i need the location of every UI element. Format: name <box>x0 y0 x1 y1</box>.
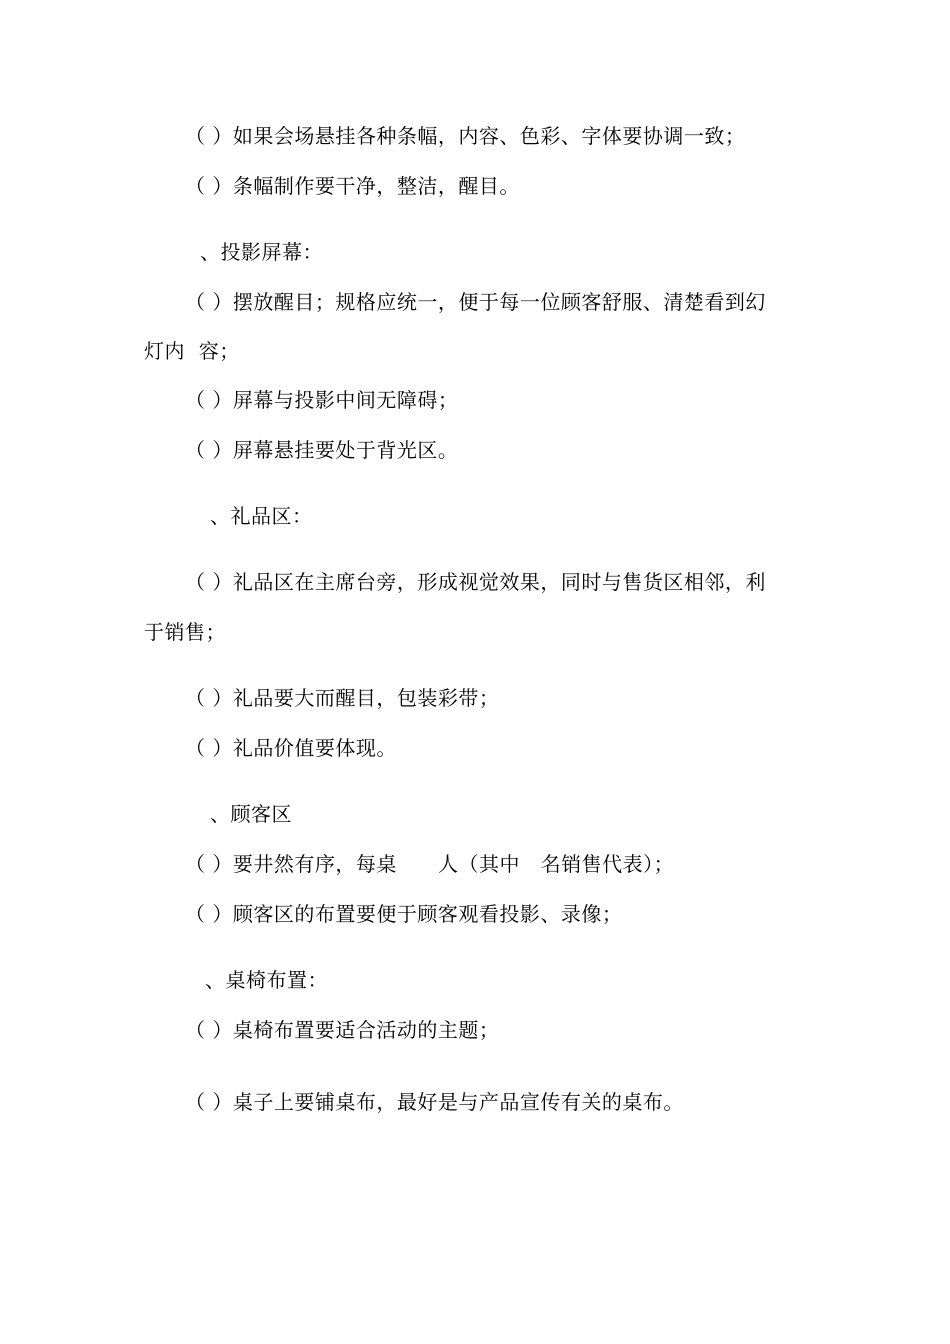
text-line: （ ）屏幕与投影中间无障碍； <box>185 388 459 412</box>
text-line: （ ）桌椅布置要适合活动的主题； <box>185 1018 500 1042</box>
text-line: （ ）桌子上要铺桌布，最好是与产品宣传有关的桌布。 <box>185 1090 684 1114</box>
text-line: （ ）条幅制作要干净，整洁，醒目。 <box>185 174 520 198</box>
text-line: （ ）礼品价值要体现。 <box>185 736 397 760</box>
text-line: （ ）摆放醒目；规格应统一，便于每一位顾客舒服、清楚看到幻 <box>185 290 766 314</box>
section-heading: 、顾客区 <box>210 802 292 826</box>
text-line: （ ）礼品区在主席台旁，形成视觉效果，同时与售货区相邻，利 <box>185 570 766 594</box>
section-heading: 、桌椅布置： <box>205 968 328 992</box>
section-heading: 、礼品区： <box>210 504 313 528</box>
text-line: 灯内 容； <box>144 339 240 363</box>
text-line: （ ）屏幕悬挂要处于背光区。 <box>185 438 459 462</box>
text-line: （ ）礼品要大而醒目，包装彩带； <box>185 686 500 710</box>
text-line: （ ）顾客区的布置要便于顾客观看投影、录像； <box>185 902 623 926</box>
text-line: （ ）要井然有序，每桌 人（其中 名销售代表）； <box>185 852 675 876</box>
text-line: （ ）如果会场悬挂各种条幅，内容、色彩、字体要协调一致； <box>185 124 746 148</box>
section-heading: 、投影屏幕： <box>200 240 323 264</box>
text-line: 于销售； <box>144 620 226 644</box>
